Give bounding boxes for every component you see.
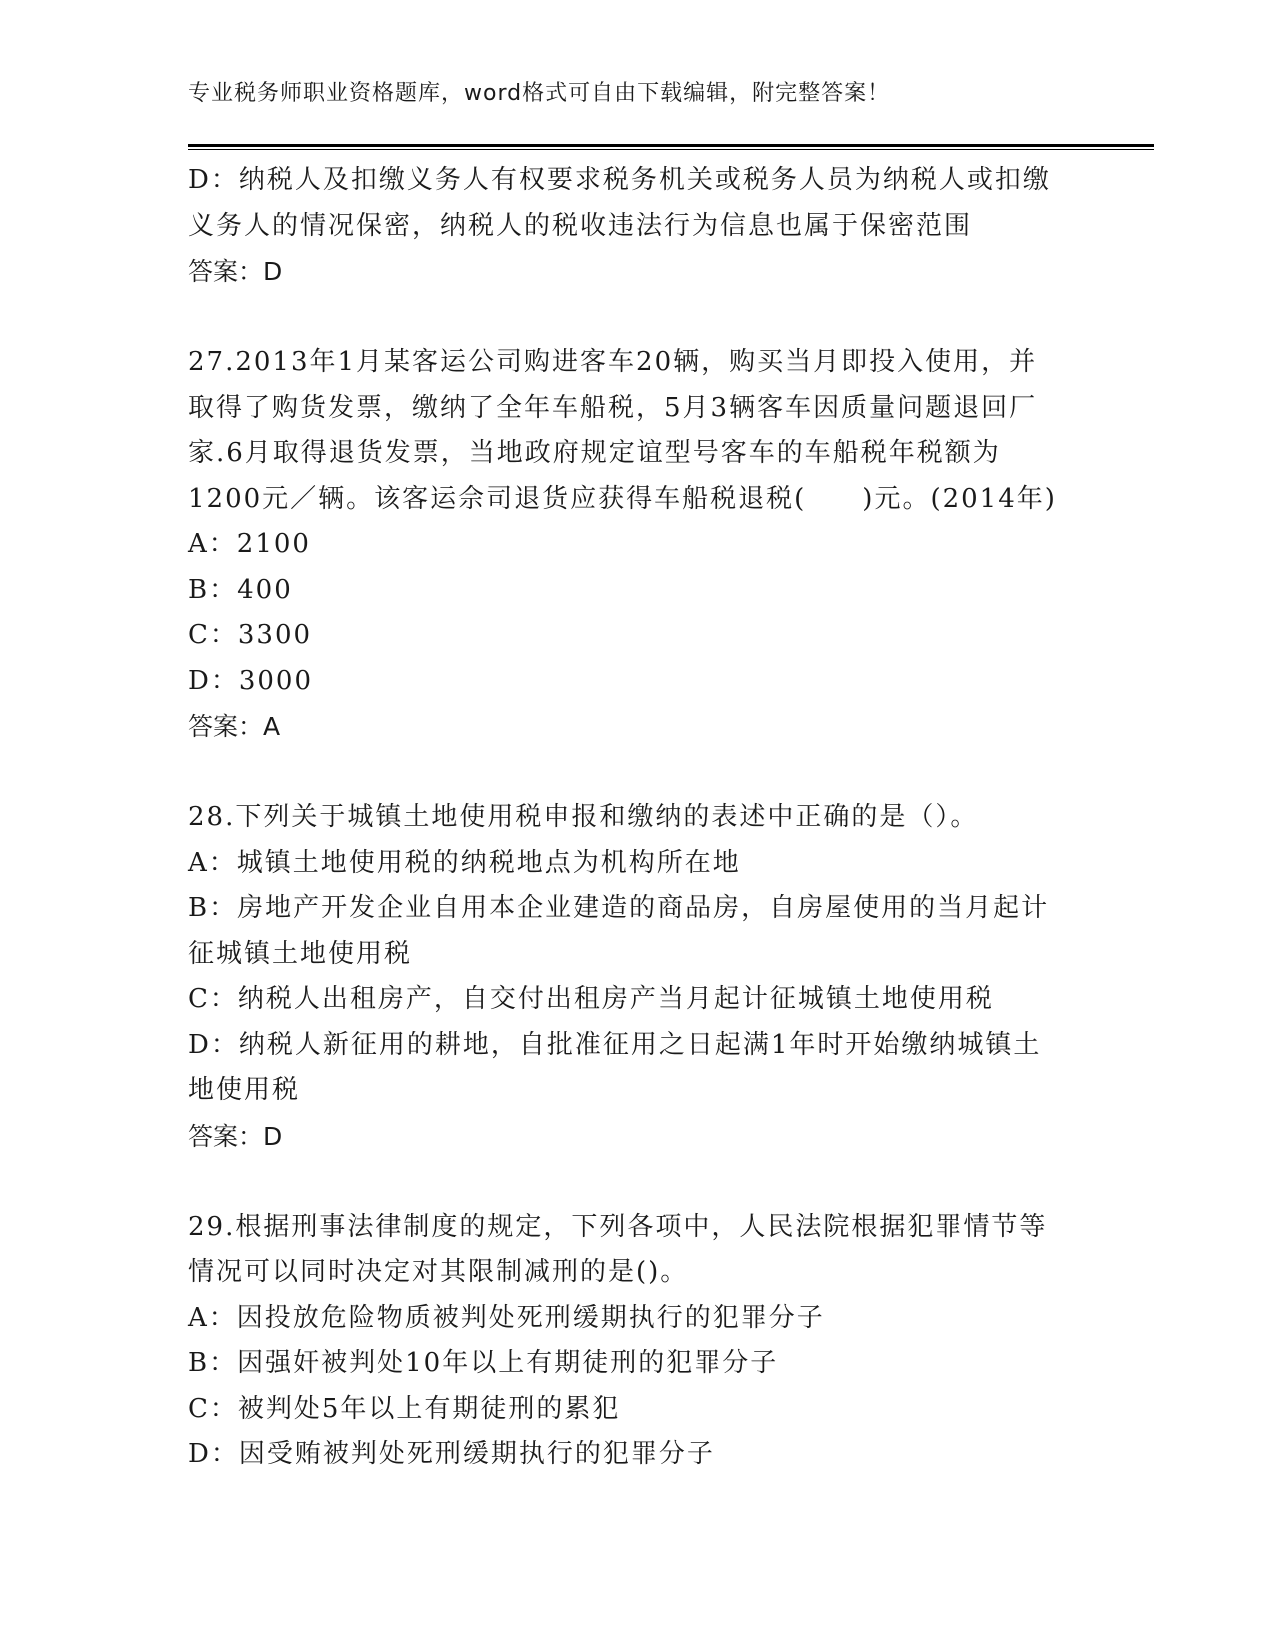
spacer: [188, 1159, 1088, 1205]
q29-stem-line-2: 情况可以同时决定对其限制减刑的是()。: [188, 1257, 689, 1287]
q26-option-d-line-2: 义务人的情况保密，纳税人的税收违法行为信息也属于保密范围: [188, 210, 973, 241]
q28-option-d-line-2: 地使用税: [188, 1075, 301, 1105]
spacer: [188, 750, 1088, 796]
q27-answer: 答案：A: [188, 712, 281, 741]
q27-stem-line-2: 取得了购货发票，缴纳了全年车船税，5月3辆客车因质量问题退回厂: [188, 392, 1038, 423]
q26-answer: 答案：D: [188, 257, 283, 286]
q28-option-a: A：城镇土地使用税的纳税地点为机构所在地: [188, 847, 741, 878]
q29-stem-line-1: 29.根据刑事法律制度的规定，下列各项中，人民法院根据犯罪情节等: [188, 1211, 1048, 1242]
q27-option-b: B：400: [188, 574, 293, 605]
document-body: [188, 158, 1088, 1478]
q29-option-b: B：因强奸被判处10年以上有期徒刑的犯罪分子: [188, 1348, 779, 1378]
q27-stem-line-4: 1200元／辆。该客运佘司退货应获得车船税退税( )元。(2014年): [188, 483, 1057, 514]
q28-option-b-line-2: 征城镇土地使用税: [188, 938, 413, 969]
q28-option-b-line-1: B：房地产开发企业自用本企业建造的商品房，自房屋使用的当月起计: [188, 893, 1050, 923]
spacer: [188, 295, 1088, 341]
q28-stem: 28.下列关于城镇土地使用税申报和缴纳的表述中正确的是（）。: [188, 802, 979, 832]
page-header: 专业税务师职业资格题库，word格式可自由下载编辑，附完整答案！: [188, 81, 891, 106]
header-rule-thin: [188, 149, 1154, 150]
q28-option-c: C：纳税人出租房产，自交付出租房产当月起计征城镇土地使用税: [188, 984, 994, 1014]
q27-option-a: A：2100: [188, 529, 311, 559]
q29-option-d: D：因受贿被判处死刑缓期执行的犯罪分子: [188, 1439, 715, 1469]
q26-option-d-line-1: D：纳税人及扣缴义务人有权要求税务机关或税务人员为纳税人或扣缴: [188, 165, 1051, 195]
q29-option-c: C：被判处5年以上有期徒刑的累犯: [188, 1393, 621, 1424]
q28-answer: 答案：D: [188, 1121, 283, 1151]
q27-option-c: C：3300: [188, 620, 313, 650]
q27-stem-line-1: 27.2013年1月某客运公司购进客车20辆，购买当月即投入使用，并: [188, 347, 1038, 377]
q28-option-d-line-1: D：纳税人新征用的耕地，自批准征用之日起满1年时开始缴纳城镇土: [188, 1029, 1042, 1060]
q29-option-a: A：因投放危险物质被判处死刑缓期执行的犯罪分子: [188, 1302, 825, 1333]
header-rule-thick: [188, 144, 1154, 147]
q27-stem-line-3: 家.6月取得退货发票，当地政府规定谊型号客车的车船税年税额为: [188, 438, 1001, 468]
q27-option-d: D：3000: [188, 665, 314, 696]
